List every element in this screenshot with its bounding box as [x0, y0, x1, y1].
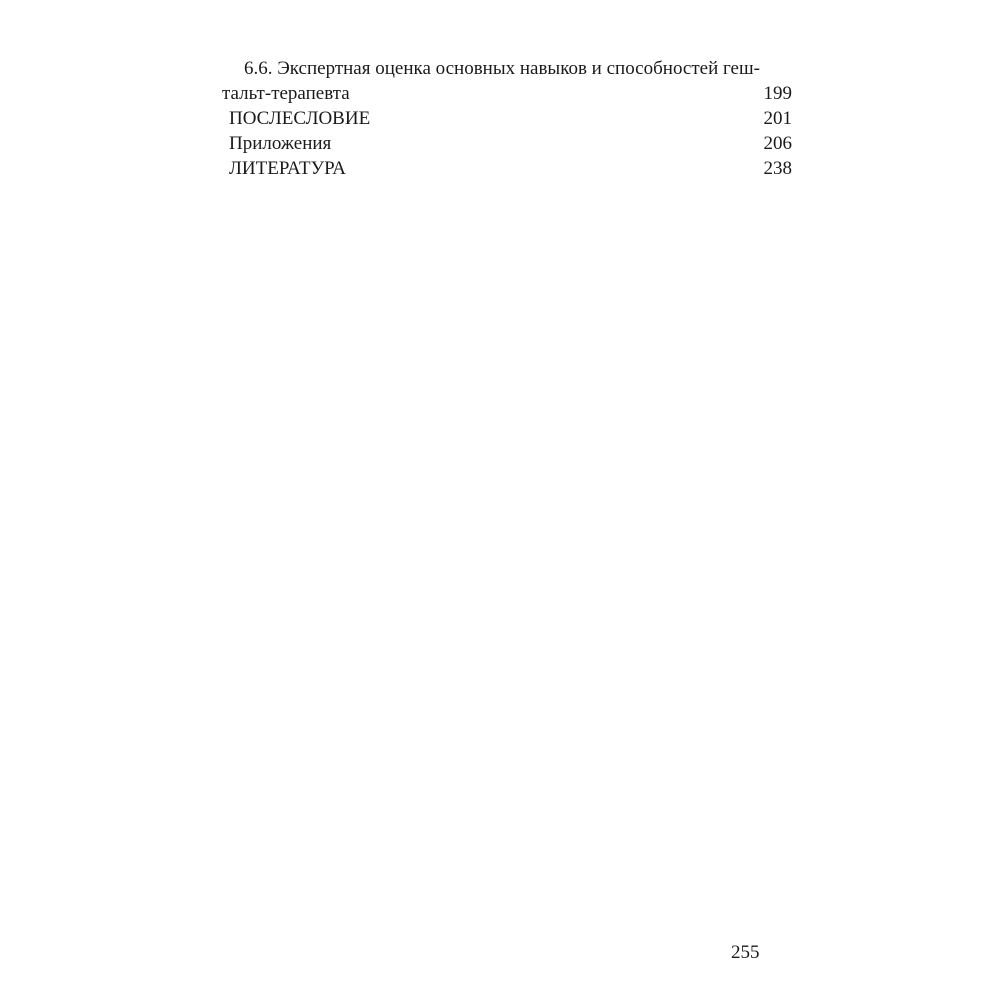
toc-entry-title-line2: тальт-терапевта	[222, 83, 350, 104]
toc-entry-title-line1: 6.6. Экспертная оценка основных навыков и способностей геш-	[244, 58, 760, 79]
toc-entry-title: ЛИТЕРАТУРА	[229, 158, 346, 179]
toc-entry-page: 199	[763, 83, 792, 104]
toc-entry-literature	[222, 156, 792, 181]
toc-entry-appendices	[222, 131, 792, 156]
toc-entry-page: 206	[763, 133, 792, 154]
toc-entry-title: Приложения	[229, 133, 332, 154]
toc-entry-6-6	[222, 81, 792, 106]
toc-entry-page: 238	[763, 158, 792, 179]
toc-entry-afterword	[222, 106, 792, 131]
toc-entry-title: ПОСЛЕСЛОВИЕ	[229, 108, 371, 129]
table-of-contents	[222, 56, 792, 181]
toc-entry-page: 201	[763, 108, 792, 129]
page-number: 255	[731, 942, 760, 963]
